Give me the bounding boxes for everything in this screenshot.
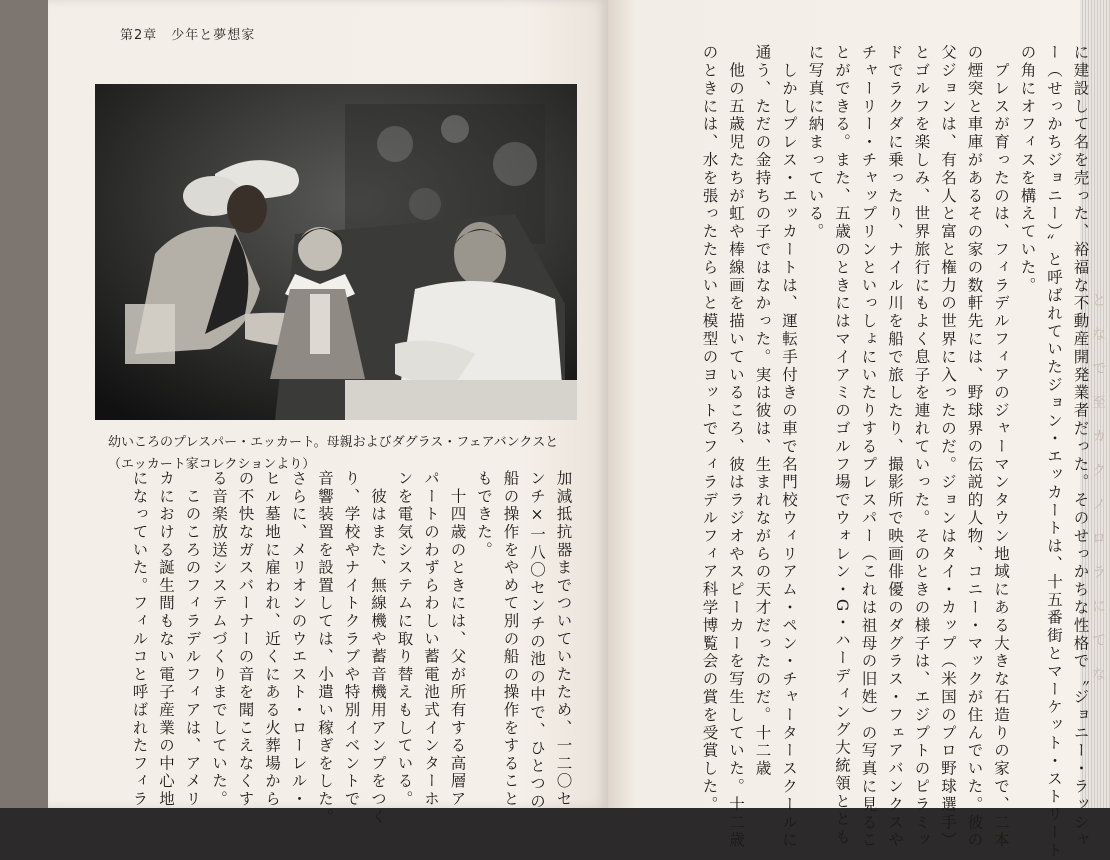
text-column: 船の操作をやめて別の船の操作をすること [501, 470, 520, 809]
text-column: のときには、水を張ったたらいと模型のヨットでフィラデルフィア科学博覧会の賞を受賞した。 [700, 44, 719, 814]
text-column: チャーリー・チャップリンといっしょにいたりするプレスパー（これは祖母の旧姓）の写真に見るこ [859, 44, 878, 850]
spine-char: に [1092, 599, 1106, 615]
text-column: の煙突と車庫があるその家の数軒先には、野球界の伝説的人物、コニー・マックが住んでいた。彼の [965, 44, 984, 850]
text-column: る音楽放送システムづくりまでしていた。 [210, 470, 228, 809]
photo-illustration [95, 84, 577, 420]
text-column: り、学校やナイトクラブや特別イベントで [342, 470, 361, 809]
text-column: さらに、メリオンのウエスト・ローレル・ [289, 470, 308, 809]
text-column: 父ジョンは、有名人と富と権力の世界に入ったのだ。ジョンはタイ・カップ（米国のプロ野球選手） [939, 44, 957, 850]
text-column: とゴルフを楽しみ、世界旅行にもよく息子を連れていった。そのときの様子は、エジプトのピラミッ [912, 44, 931, 850]
text-column: しかしプレス・エッカートは、運転手付きの車で名門校ウィリアム・ペン・チャータースクールに [780, 44, 798, 850]
caption-line: （エッカート家コレクションより） [108, 457, 316, 472]
text-column: になっていた。フィルコと呼ばれたフィラ [130, 470, 149, 809]
spine-char: 至 [1092, 395, 1106, 411]
text-column: ヒル墓地に雇われ、近くにある火葬場から [263, 470, 281, 809]
spine-char: で [1092, 361, 1106, 377]
chapter-header: 第2章 少年と夢想家 [120, 28, 256, 43]
text-column: に建設して名を売った、裕福な不動産開発業者だった。そのせっかちな性格で〝ジョニー・ラッシャ [1071, 44, 1090, 850]
text-column: ドでラクダに乗ったり、ナイル川を船で旅したり、撮影所で映画俳優のダグラス・フェアバンクスや [886, 44, 904, 850]
text-column: ンを電気システムに取り替えもしている。 [395, 470, 414, 809]
spine-char: ク [1092, 463, 1106, 479]
spine-char: な [1092, 667, 1106, 683]
text-column: このころのフィラデルフィアは、アメリ [183, 470, 202, 809]
text-column: 十四歳のときには、父が所有する高層ア [448, 470, 467, 809]
right-page-body [690, 44, 1090, 860]
text-column: 彼はまた、無線機や蓄音機用アンプをつく [369, 470, 387, 826]
spine-char: ロ [1092, 531, 1106, 547]
adjacent-book-spine [1090, 290, 1108, 710]
spine-char: と [1092, 293, 1106, 309]
left-page-body [120, 470, 573, 826]
spine-char: カ [1092, 429, 1106, 445]
text-column: パートのわずらわしい蓄電池式インターホ [422, 470, 440, 809]
text-column: ンチ×一八〇センチの池の中で、ひとつの [528, 470, 546, 811]
text-column: ー（せっかちジョニー）〟と呼ばれていたジョン・エッカートは、十五番街とマーケット・ストリート [1045, 44, 1063, 860]
text-column: もできた。 [475, 470, 493, 559]
historical-photograph [95, 84, 577, 420]
text-column: に写真に納まっている。 [806, 44, 825, 241]
text-column: 他の五歳児たちが虹や棒線画を描いているころ、彼はラジオやスピーカーを写生していた。十二歳 [727, 44, 745, 850]
spine-char: な [1092, 327, 1106, 343]
text-column: の角にオフィスを構えていた。 [1018, 44, 1037, 295]
spine-char: ラ [1092, 565, 1106, 581]
spine-char: ノ [1092, 497, 1106, 513]
text-column: カにおける誕生間もない電子産業の中心地 [157, 470, 175, 809]
desk-background [0, 0, 48, 808]
caption-line: 幼いころのプレスパー・エッカート。母親およびダグラス・フェアバンクスと [108, 435, 559, 450]
spine-char: て [1092, 633, 1106, 649]
text-column: 通う、ただの金持ちの子ではなかった。実は彼は、生まれながらの天才だったのだ。十二歳 [753, 44, 772, 778]
text-column: とができる。また、五歳のときにはマイアミのゴルフ場でウォレン・G・ハーディング大統領ととも [833, 44, 851, 847]
text-column: 音響装置を設置しては、小遣い稼ぎをした。 [316, 470, 334, 826]
text-column: プレスが育ったのは、フィラデルフィアのジャーマンタウン地域にある大きな石造りの家で、二本 [992, 44, 1010, 850]
text-column: 加減抵抗器までついていたため、一二〇セ [554, 470, 573, 809]
text-column: の不快なガスバーナーの音を聞こえなくす [236, 470, 255, 809]
